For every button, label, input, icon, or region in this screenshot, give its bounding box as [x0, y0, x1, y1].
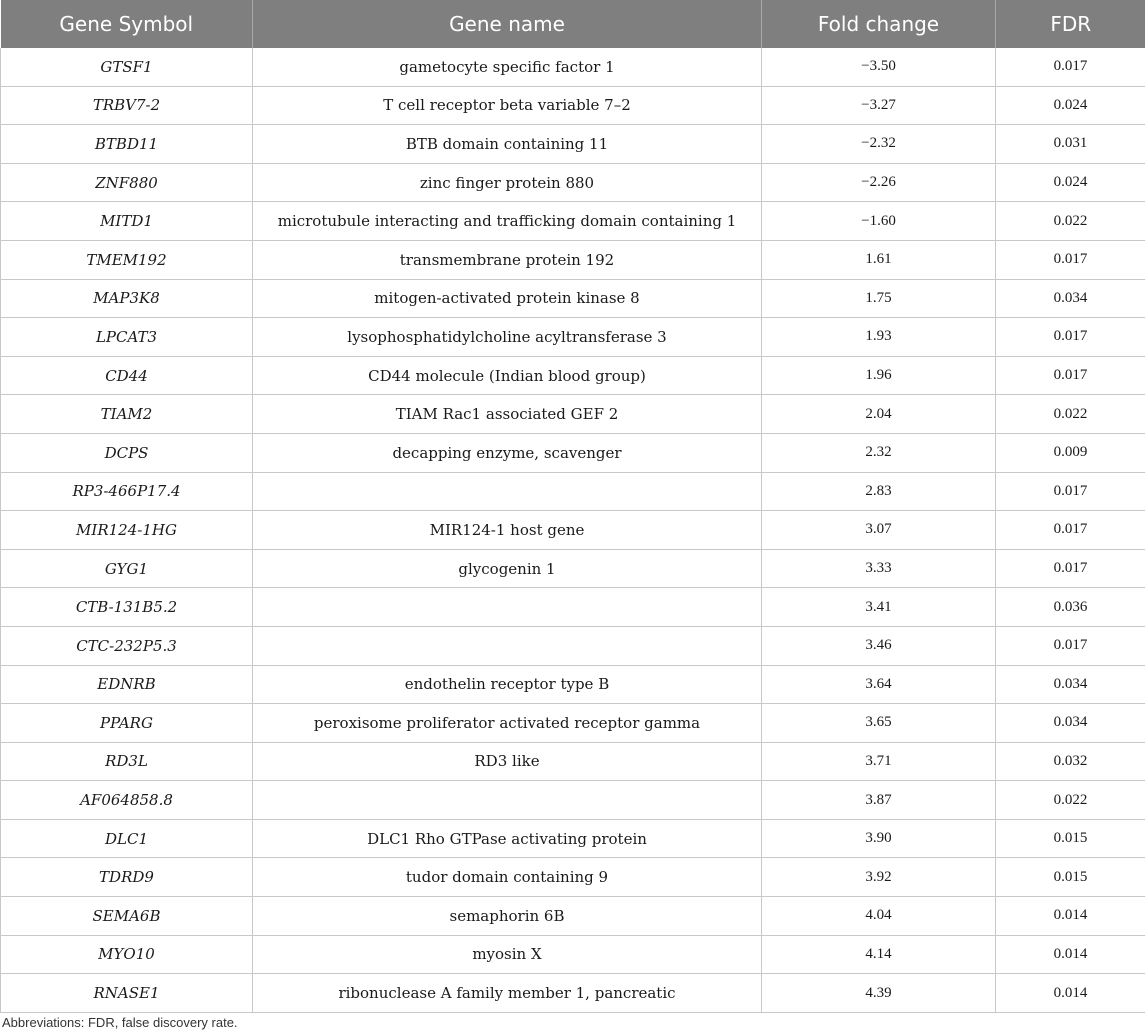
cell-fold-change: 2.83 [762, 472, 996, 511]
cell-gene-symbol: DLC1 [1, 819, 253, 858]
cell-fdr: 0.017 [996, 48, 1145, 86]
table-row [1, 626, 1145, 665]
table-row [1, 279, 1145, 318]
cell-fdr: 0.024 [996, 86, 1145, 125]
cell-gene-symbol: TDRD9 [1, 858, 253, 897]
cell-fdr: 0.022 [996, 202, 1145, 241]
table-row [1, 125, 1145, 164]
table-row [1, 935, 1145, 974]
table-row [1, 433, 1145, 472]
table-row [1, 858, 1145, 897]
cell-fold-change: 4.04 [762, 897, 996, 936]
cell-gene-name: ribonuclease A family member 1, pancreatic [253, 974, 762, 1013]
cell-gene-symbol: BTBD11 [1, 125, 253, 164]
cell-gene-name: mitogen-activated protein kinase 8 [253, 279, 762, 318]
cell-fdr: 0.015 [996, 858, 1145, 897]
cell-gene-symbol: CTB-131B5.2 [1, 588, 253, 627]
table-row [1, 781, 1145, 820]
cell-fdr: 0.017 [996, 240, 1145, 279]
cell-gene-name: RD3 like [253, 742, 762, 781]
cell-fold-change: 4.39 [762, 974, 996, 1013]
table-row [1, 318, 1145, 357]
cell-gene-symbol: LPCAT3 [1, 318, 253, 357]
cell-fdr: 0.017 [996, 549, 1145, 588]
cell-gene-symbol: AF064858.8 [1, 781, 253, 820]
cell-fold-change: 1.96 [762, 356, 996, 395]
cell-fdr: 0.024 [996, 163, 1145, 202]
cell-gene-name: CD44 molecule (Indian blood group) [253, 356, 762, 395]
header-fold-change: Fold change [762, 0, 996, 48]
cell-gene-symbol: GTSF1 [1, 48, 253, 86]
cell-gene-symbol: TMEM192 [1, 240, 253, 279]
cell-gene-name [253, 472, 762, 511]
cell-fold-change: 1.61 [762, 240, 996, 279]
cell-gene-name: glycogenin 1 [253, 549, 762, 588]
cell-fdr: 0.034 [996, 704, 1145, 743]
header-row [1, 0, 1145, 48]
cell-fold-change: 3.64 [762, 665, 996, 704]
cell-fold-change: 3.41 [762, 588, 996, 627]
cell-fold-change: 1.75 [762, 279, 996, 318]
cell-gene-name: DLC1 Rho GTPase activating protein [253, 819, 762, 858]
cell-fdr: 0.014 [996, 974, 1145, 1013]
table-row [1, 704, 1145, 743]
cell-fdr: 0.009 [996, 433, 1145, 472]
cell-gene-symbol: CTC-232P5.3 [1, 626, 253, 665]
cell-gene-symbol: MITD1 [1, 202, 253, 241]
cell-gene-symbol: TRBV7-2 [1, 86, 253, 125]
table-row [1, 742, 1145, 781]
cell-gene-symbol: MIR124-1HG [1, 511, 253, 550]
cell-gene-symbol: CD44 [1, 356, 253, 395]
table-row [1, 395, 1145, 434]
cell-gene-name: lysophosphatidylcholine acyltransferase 3 [253, 318, 762, 357]
cell-gene-name: zinc finger protein 880 [253, 163, 762, 202]
table-row [1, 48, 1145, 86]
table-row [1, 819, 1145, 858]
cell-gene-name: myosin X [253, 935, 762, 974]
cell-gene-name: T cell receptor beta variable 7–2 [253, 86, 762, 125]
table-header [1, 0, 1145, 48]
cell-gene-name: microtubule interacting and trafficking domain containing 1 [253, 202, 762, 241]
cell-gene-symbol: ZNF880 [1, 163, 253, 202]
table-row [1, 665, 1145, 704]
cell-gene-name: tudor domain containing 9 [253, 858, 762, 897]
cell-gene-name: MIR124-1 host gene [253, 511, 762, 550]
cell-fdr: 0.014 [996, 935, 1145, 974]
cell-gene-name: semaphorin 6B [253, 897, 762, 936]
cell-fold-change: 3.33 [762, 549, 996, 588]
table-row [1, 472, 1145, 511]
cell-gene-name: endothelin receptor type B [253, 665, 762, 704]
table-row [1, 549, 1145, 588]
cell-gene-name: BTB domain containing 11 [253, 125, 762, 164]
cell-gene-symbol: DCPS [1, 433, 253, 472]
table-row [1, 356, 1145, 395]
cell-fdr: 0.015 [996, 819, 1145, 858]
table-row [1, 240, 1145, 279]
cell-fdr: 0.022 [996, 395, 1145, 434]
table-body [1, 48, 1145, 1012]
cell-fold-change: −1.60 [762, 202, 996, 241]
cell-gene-symbol: MYO10 [1, 935, 253, 974]
cell-gene-name: transmembrane protein 192 [253, 240, 762, 279]
cell-fold-change: −3.50 [762, 48, 996, 86]
cell-gene-name: TIAM Rac1 associated GEF 2 [253, 395, 762, 434]
cell-fold-change: −2.32 [762, 125, 996, 164]
cell-fdr: 0.022 [996, 781, 1145, 820]
header-gene-name: Gene name [253, 0, 762, 48]
table-row [1, 897, 1145, 936]
cell-fold-change: 3.71 [762, 742, 996, 781]
cell-fdr: 0.017 [996, 472, 1145, 511]
header-gene-symbol: Gene Symbol [1, 0, 253, 48]
cell-gene-symbol: PPARG [1, 704, 253, 743]
cell-gene-name [253, 588, 762, 627]
cell-fold-change: 2.04 [762, 395, 996, 434]
cell-fold-change: −2.26 [762, 163, 996, 202]
cell-fold-change: 3.92 [762, 858, 996, 897]
cell-gene-symbol: EDNRB [1, 665, 253, 704]
cell-fold-change: 3.65 [762, 704, 996, 743]
cell-gene-symbol: GYG1 [1, 549, 253, 588]
cell-fdr: 0.034 [996, 279, 1145, 318]
cell-fold-change: 2.32 [762, 433, 996, 472]
cell-gene-symbol: TIAM2 [1, 395, 253, 434]
cell-fdr: 0.017 [996, 626, 1145, 665]
cell-gene-name: decapping enzyme, scavenger [253, 433, 762, 472]
cell-gene-symbol: SEMA6B [1, 897, 253, 936]
table-row [1, 163, 1145, 202]
header-fdr: FDR [996, 0, 1145, 48]
cell-gene-symbol: RD3L [1, 742, 253, 781]
table-row [1, 974, 1145, 1013]
cell-fdr: 0.036 [996, 588, 1145, 627]
cell-fold-change: 3.87 [762, 781, 996, 820]
cell-fdr: 0.017 [996, 318, 1145, 357]
cell-fdr: 0.032 [996, 742, 1145, 781]
table-row [1, 588, 1145, 627]
cell-fdr: 0.014 [996, 897, 1145, 936]
cell-fdr: 0.017 [996, 356, 1145, 395]
table-row [1, 511, 1145, 550]
cell-fold-change: 3.90 [762, 819, 996, 858]
cell-gene-name: gametocyte specific factor 1 [253, 48, 762, 86]
table-footnote: Abbreviations: FDR, false discovery rate. [2, 1015, 238, 1030]
cell-gene-name [253, 781, 762, 820]
cell-fdr: 0.034 [996, 665, 1145, 704]
cell-fdr: 0.017 [996, 511, 1145, 550]
cell-fold-change: −3.27 [762, 86, 996, 125]
cell-gene-symbol: RNASE1 [1, 974, 253, 1013]
cell-gene-name [253, 626, 762, 665]
cell-fold-change: 3.46 [762, 626, 996, 665]
cell-gene-symbol: MAP3K8 [1, 279, 253, 318]
cell-gene-name: peroxisome proliferator activated receptor gamma [253, 704, 762, 743]
table-row [1, 86, 1145, 125]
cell-fold-change: 3.07 [762, 511, 996, 550]
cell-fdr: 0.031 [996, 125, 1145, 164]
cell-fold-change: 1.93 [762, 318, 996, 357]
cell-fold-change: 4.14 [762, 935, 996, 974]
cell-gene-symbol: RP3-466P17.4 [1, 472, 253, 511]
table-row [1, 202, 1145, 241]
